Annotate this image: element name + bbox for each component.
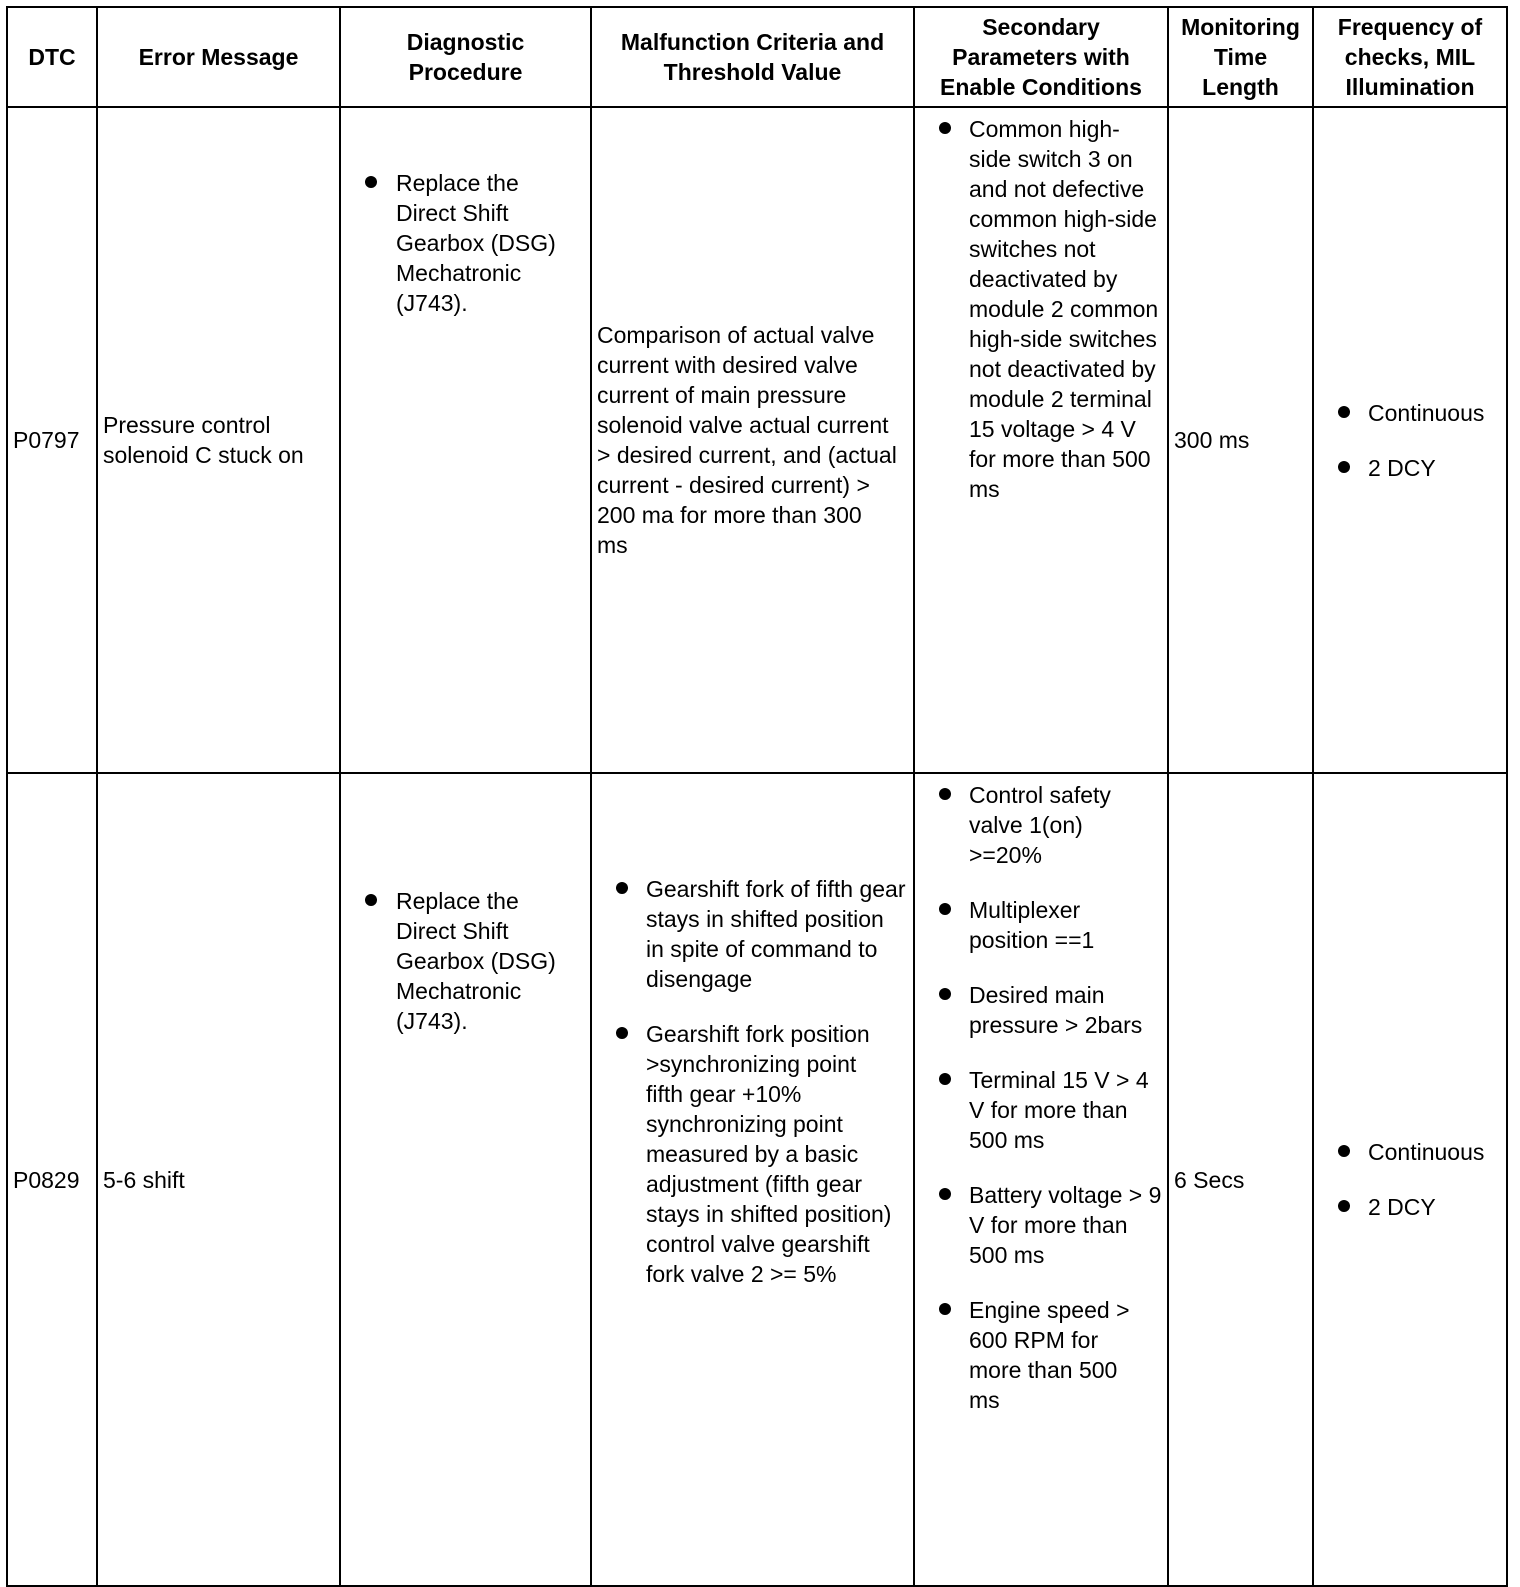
header-frequency: Frequency of checks, MIL Illumination bbox=[1313, 7, 1507, 107]
list-item: 2 DCY bbox=[1314, 1192, 1506, 1222]
list-item: Terminal 15 V > 4 V for more than 500 ms bbox=[915, 1065, 1167, 1155]
cell-monitoring-time: 6 Secs bbox=[1168, 773, 1313, 1586]
cell-dtc: P0829 bbox=[7, 773, 97, 1586]
list-item: 2 DCY bbox=[1314, 453, 1506, 483]
list-item: Continuous bbox=[1314, 398, 1506, 428]
cell-frequency bbox=[1313, 773, 1507, 1586]
list-item: Control safety valve 1(on) >=20% bbox=[915, 780, 1167, 870]
cell-monitoring-time: 300 ms bbox=[1168, 107, 1313, 773]
header-malfunction-criteria: Malfunction Criteria and Threshold Value bbox=[591, 7, 914, 107]
cell-error-message: 5-6 shift bbox=[97, 773, 340, 1586]
cell-secondary-parameters bbox=[914, 773, 1168, 1586]
cell-secondary-parameters bbox=[914, 107, 1168, 773]
header-monitoring-time: Monitoring Time Length bbox=[1168, 7, 1313, 107]
cell-frequency bbox=[1313, 107, 1507, 773]
list-item: Gearshift fork of fifth gear stays in shifted position in spite of command to disengage bbox=[592, 874, 913, 994]
cell-diagnostic-procedure bbox=[340, 107, 591, 773]
header-dtc: DTC bbox=[7, 7, 97, 107]
cell-error-message: Pressure control solenoid C stuck on bbox=[97, 107, 340, 773]
cell-dtc: P0797 bbox=[7, 107, 97, 773]
header-secondary-parameters: Secondary Parameters with Enable Conditions bbox=[914, 7, 1168, 107]
cell-diagnostic-procedure bbox=[340, 773, 591, 1586]
list-item: Continuous bbox=[1314, 1137, 1506, 1167]
list-item: Engine speed > 600 RPM for more than 500 ms bbox=[915, 1295, 1167, 1415]
list-item: Common high-side switch 3 on and not defective common high-side switches not deactivated by module 2 common high-side switches not deactivated by module 2 terminal 15 voltage > 4 V for more than 500 ms bbox=[915, 114, 1167, 504]
list-item: Replace the Direct Shift Gearbox (DSG) Mechatronic (J743). bbox=[341, 886, 590, 1036]
header-error-message: Error Message bbox=[97, 7, 340, 107]
cell-malfunction-criteria bbox=[591, 773, 914, 1586]
list-item: Battery voltage > 9 V for more than 500 ms bbox=[915, 1180, 1167, 1270]
table-row bbox=[7, 107, 1507, 773]
header-diagnostic-procedure: Diagnostic Procedure bbox=[340, 7, 591, 107]
dtc-table bbox=[6, 6, 1508, 1587]
dtc-table-container bbox=[6, 6, 1506, 1587]
list-item: Multiplexer position ==1 bbox=[915, 895, 1167, 955]
table-row bbox=[7, 773, 1507, 1586]
list-item: Replace the Direct Shift Gearbox (DSG) Mechatronic (J743). bbox=[341, 168, 590, 318]
header-row bbox=[7, 7, 1507, 107]
cell-malfunction-criteria: Comparison of actual valve current with desired valve current of main pressure solenoid valve actual current > desired current, and (actual current - desired current) > 200 ma for more than 300 ms bbox=[591, 107, 914, 773]
list-item: Desired main pressure > 2bars bbox=[915, 980, 1167, 1040]
list-item: Gearshift fork position >synchronizing point fifth gear +10% synchronizing point measured by a basic adjustment (fifth gear stays in shifted position) control valve gearshift fork valve 2 >= 5% bbox=[592, 1019, 913, 1289]
